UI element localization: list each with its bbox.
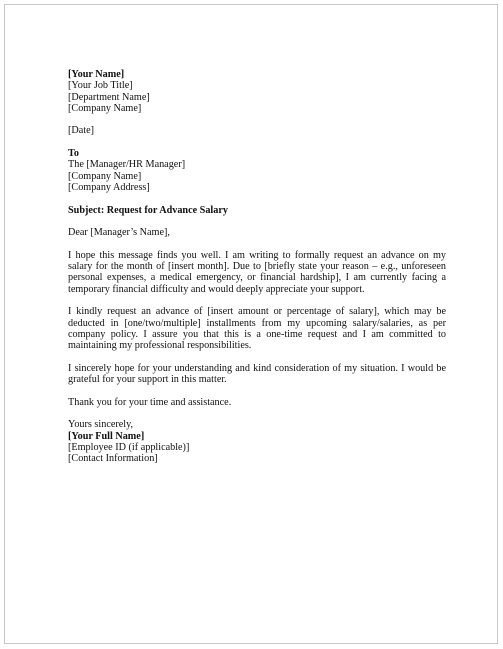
letter-body [68, 69, 446, 464]
signer-full-name: [Your Full Name] [68, 430, 145, 442]
sender-job-title: [Your Job Title] [68, 80, 133, 92]
paragraph-request: I kindly request an advance of [insert amount or percentage of salary], which may be deducted in [one/two/multiple] installments from my upcoming salary/salaries, as per company policy. I assure you that this is a one-time request and I am committed to maintaining my professional responsibilities. [68, 306, 446, 352]
recipient-address: [Company Address] [68, 181, 150, 193]
paragraph-consideration: I sincerely hope for your understanding and kind consideration of my situation. I would be grateful for your support in this matter. [68, 362, 446, 386]
valediction: Yours sincerely, [68, 419, 134, 431]
paragraph-intro: I hope this message finds you well. I am writing to formally request an advance on my salary for the month of [insert month]. Due to [briefly state your reason – e.g., unforeseen personal expenses, a medical emergency, or financial hardship], I am currently facing a temporary financial difficulty and would deeply appreciate your support. [68, 249, 446, 295]
recipient-company: [Company Name] [68, 170, 142, 182]
sender-department: [Department Name] [68, 91, 150, 103]
recipient-manager: The [Manager/HR Manager] [68, 159, 186, 171]
letter-date: [Date] [68, 125, 95, 137]
sender-company: [Company Name] [68, 102, 142, 114]
paragraph-thanks: Thank you for your time and assistance. [68, 396, 232, 408]
salutation: Dear [Manager’s Name], [68, 227, 170, 239]
recipient-to-label: To [68, 148, 79, 160]
signer-employee-id: [Employee ID (if applicable)] [68, 441, 190, 453]
letter-subject: Subject: Request for Advance Salary [68, 204, 228, 216]
sender-name: [Your Name] [68, 69, 125, 80]
document-page [4, 4, 498, 644]
signer-contact: [Contact Information] [68, 453, 158, 465]
